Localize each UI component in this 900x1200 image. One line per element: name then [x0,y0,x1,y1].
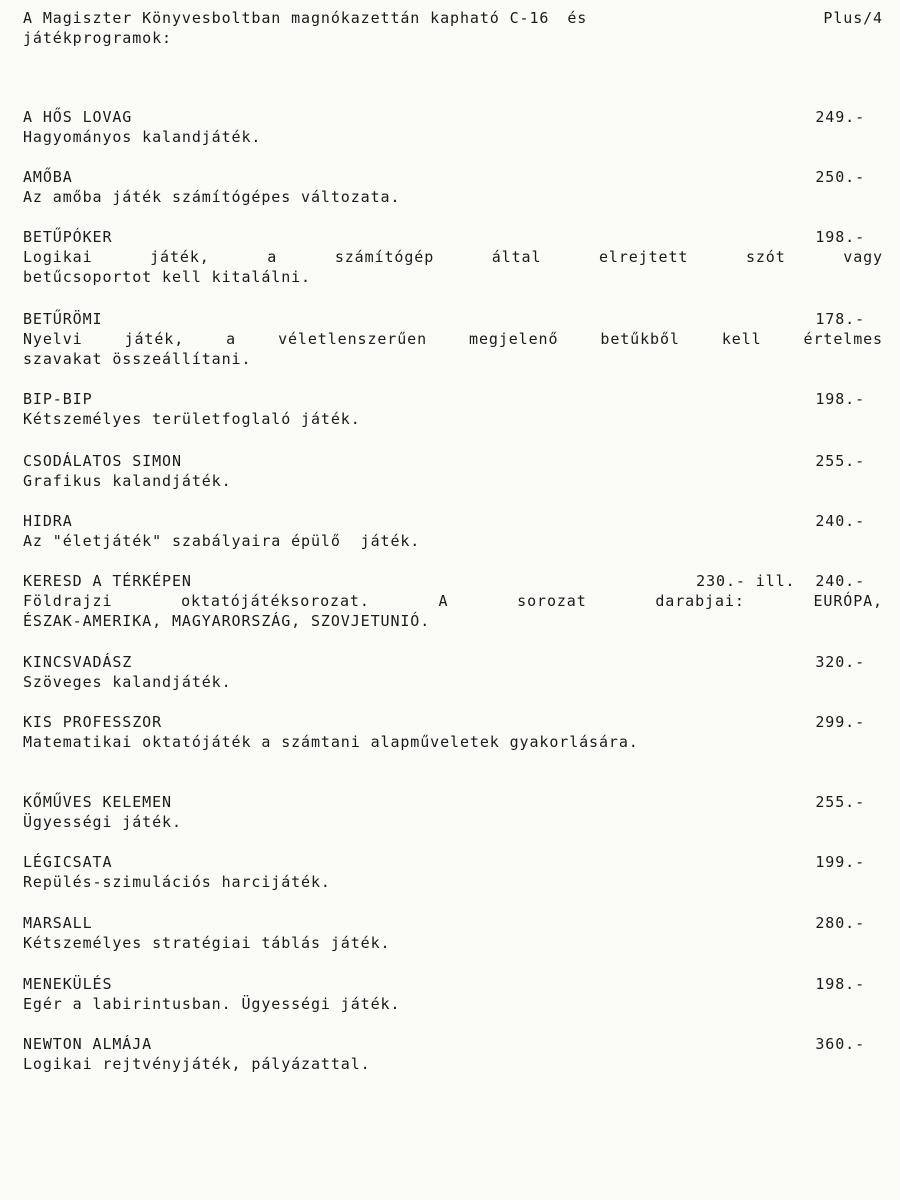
game-title: KERESD A TÉRKÉPEN [23,572,192,590]
game-entry [23,852,883,892]
game-entry-header [23,511,883,531]
game-title: HIDRA [23,512,73,530]
game-entry [23,107,883,147]
game-description-line: Kétszemélyes területfoglaló játék. [23,410,361,428]
game-description [23,732,883,752]
game-description-line: betűcsoportot kell kitalálni. [23,268,311,286]
game-entry [23,389,883,429]
game-entry-header [23,227,883,247]
game-description [23,812,883,832]
game-title: BETŰRÖMI [23,310,103,328]
game-price: 255.- [815,793,865,811]
game-description-line: Hagyományos kalandjáték. [23,128,262,146]
game-description [23,531,883,551]
intro-line-1-left: A Magiszter Könyvesboltban magnókazettán kapható C-16 [23,9,550,27]
game-title: A HŐS LOVAG [23,108,133,126]
game-price: 250.- [815,168,865,186]
game-entry [23,227,883,287]
game-description-line: Logikai játék, a számítógép által elrejtett szót vagy [23,248,883,266]
game-description-line: Az "életjáték" szabályaira épülő játék. [23,532,421,550]
game-title: MENEKÜLÉS [23,975,113,993]
game-description-line: Földrajzi oktatójátéksorozat. A sorozat darabjai: EURÓPA, [23,592,883,610]
game-description-line: Ügyességi játék. [23,813,182,831]
game-description-line: Logikai rejtvényjáték, pályázattal. [23,1055,371,1073]
game-description [23,471,883,491]
game-price: 178.- [815,310,865,328]
game-description [23,1054,883,1074]
game-description [23,409,883,429]
game-description-line: Grafikus kalandjáték. [23,472,232,490]
game-price: 240.- [815,512,865,530]
game-title: CSODÁLATOS SIMON [23,452,182,470]
game-description [23,672,883,692]
intro-line-1-mid: és [567,9,588,27]
game-entry [23,167,883,207]
game-description [23,247,883,287]
game-description-line: Szöveges kalandjáték. [23,673,232,691]
game-price: 249.- [815,108,865,126]
game-description [23,127,883,147]
game-title: NEWTON ALMÁJA [23,1035,153,1053]
game-price: 360.- [815,1035,865,1053]
game-entry-header [23,309,883,329]
game-title: MARSALL [23,914,93,932]
intro-line-1-right: Plus/4 [823,9,883,27]
game-entry [23,309,883,369]
game-price: 198.- [815,390,865,408]
game-description-line: Kétszemélyes stratégiai táblás játék. [23,934,391,952]
game-entry [23,712,883,752]
game-entry-header [23,792,883,812]
game-entry [23,792,883,832]
game-description [23,994,883,1014]
game-entry-header [23,451,883,471]
game-price: 198.- [815,975,865,993]
game-description-line: Matematikai oktatójáték a számtani alapműveletek gyakorlására. [23,733,639,751]
game-entry [23,511,883,551]
game-entry-header [23,712,883,732]
game-description-line: ÉSZAK-AMERIKA, MAGYARORSZÁG, SZOVJETUNIÓ. [23,612,431,630]
game-entry-header [23,167,883,187]
game-price: 320.- [815,653,865,671]
intro-paragraph [23,8,883,48]
game-entry [23,571,883,631]
game-entry-header [23,571,883,591]
game-price: 199.- [815,853,865,871]
game-description-line: Nyelvi játék, a véletlenszerűen megjelenő betűkből kell értelmes [23,330,883,348]
game-entry [23,913,883,953]
game-entry [23,974,883,1014]
game-title: AMŐBA [23,168,73,186]
game-description [23,933,883,953]
game-description [23,591,883,631]
game-description-line: Az amőba játék számítógépes változata. [23,188,401,206]
game-entry-header [23,974,883,994]
intro-line-2: játékprogramok: [23,29,172,47]
game-price: 230.- ill. 240.- [696,572,865,590]
game-entry-header [23,852,883,872]
game-title: KINCSVADÁSZ [23,653,133,671]
game-entry-header [23,107,883,127]
game-price: 255.- [815,452,865,470]
game-title: KIS PROFESSZOR [23,713,163,731]
game-entry-header [23,389,883,409]
game-description [23,187,883,207]
game-price: 198.- [815,228,865,246]
game-title: LÉGICSATA [23,853,113,871]
game-description-line: Egér a labirintusban. Ügyességi játék. [23,995,401,1013]
game-price: 299.- [815,713,865,731]
game-entry-header [23,1034,883,1054]
game-title: BETŰPÓKER [23,228,113,246]
intro-line-1 [23,8,883,28]
game-price: 280.- [815,914,865,932]
game-description-line: szavakat összeállítani. [23,350,252,368]
game-description [23,872,883,892]
game-description [23,329,883,369]
game-entry [23,1034,883,1074]
game-entry [23,652,883,692]
game-description-line: Repülés-szimulációs harcijáték. [23,873,331,891]
game-entry-header [23,652,883,672]
game-entry [23,451,883,491]
game-entry-header [23,913,883,933]
game-title: BIP-BIP [23,390,93,408]
game-title: KŐMŰVES KELEMEN [23,793,172,811]
